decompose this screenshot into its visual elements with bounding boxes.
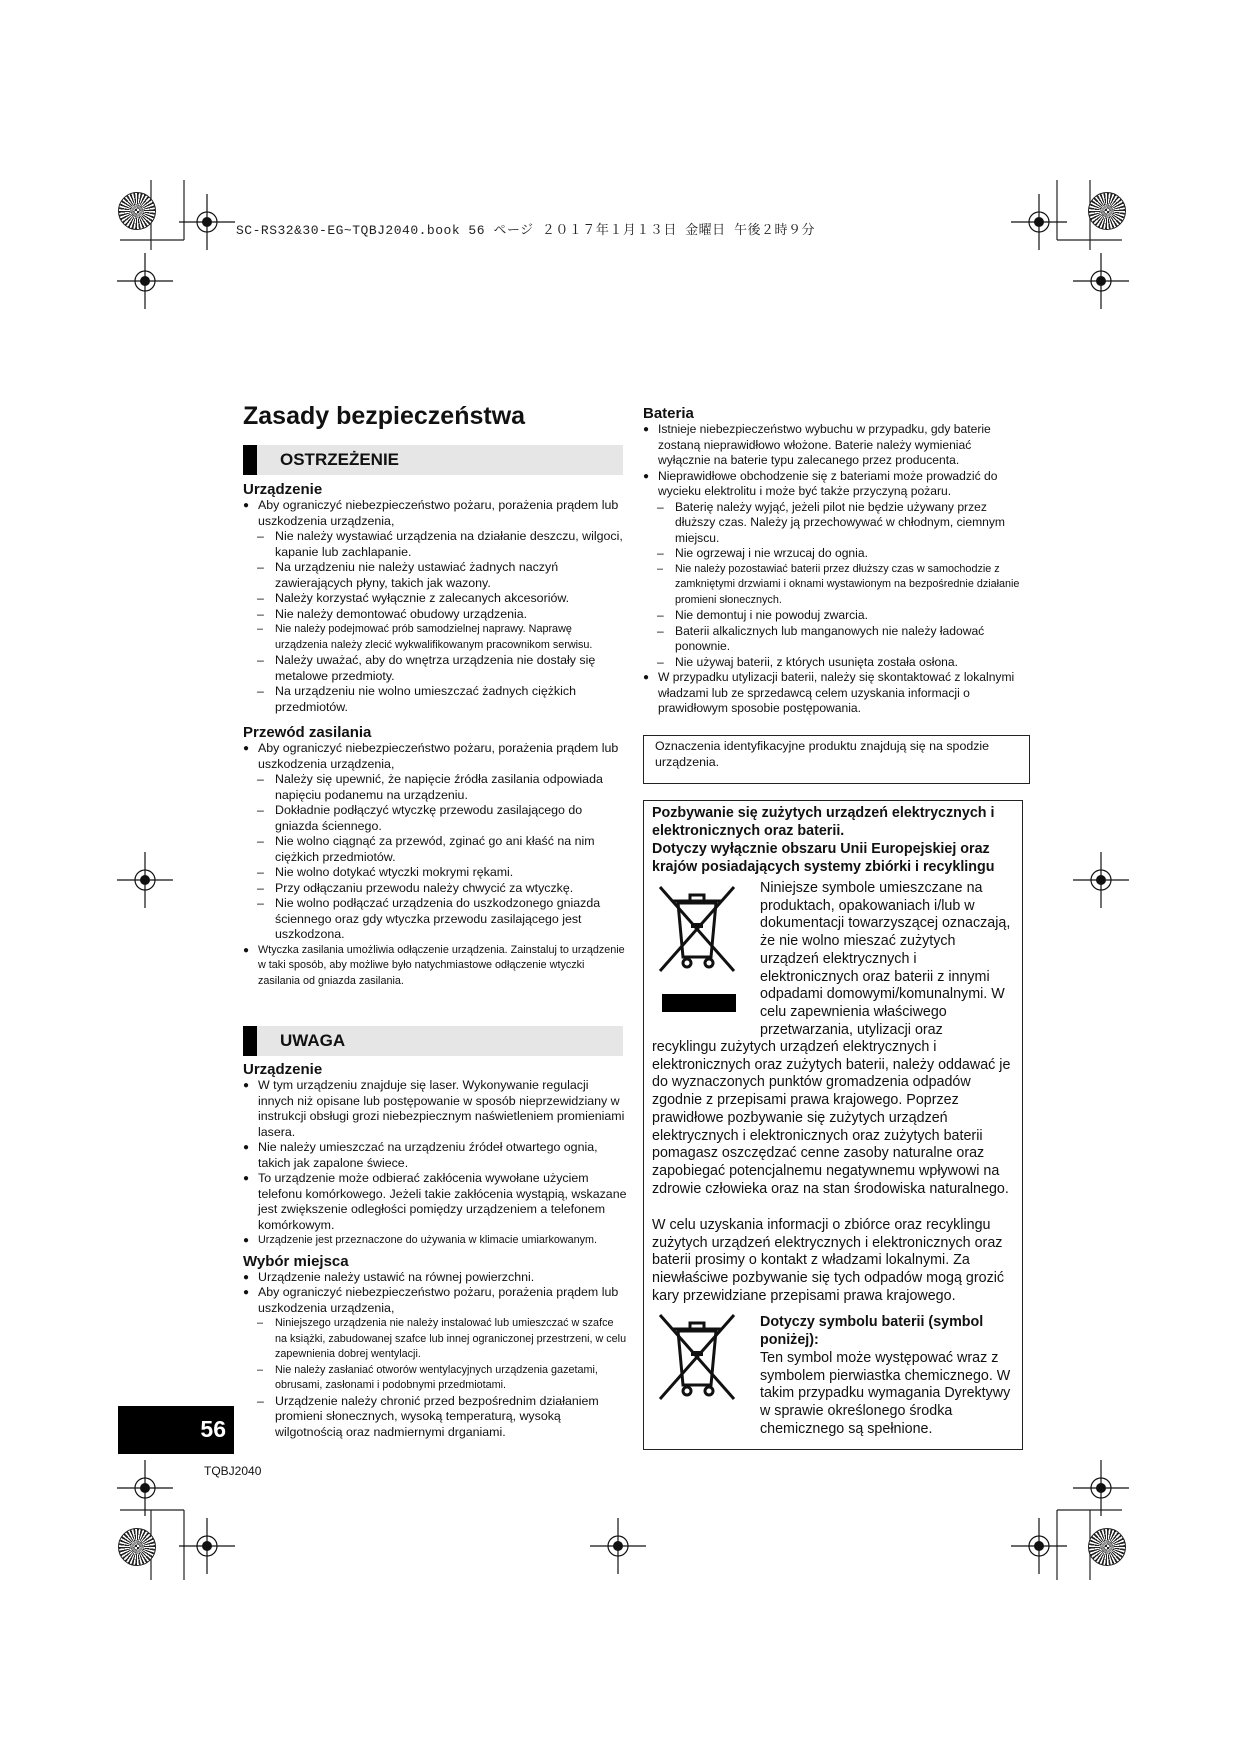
list-item: ● To urządzenie może odbierać zakłócenia wywołane użyciem telefonu komórkowego. Jeżeli takie zakłócenia wystąpią, wskazane jest zwiększenie odległości pomiędzy urządzeniem a telefonem komórkowym. [243, 1171, 627, 1233]
list-item: ● Urządzenie należy ustawić na równej powierzchni. [243, 1270, 627, 1286]
list-item: ● W tym urządzeniu znajduje się laser. Wykonywanie regulacji innych niż opisane lub postępowanie w sposób nieprzewidziany w instrukcji obsługi grozi niebezpiecznym naświetleniem promieniami lasera. [243, 1078, 627, 1140]
crosshair-icon [117, 1460, 173, 1516]
list-item: – Nie używaj baterii, z których usunięta została osłona. [643, 655, 1025, 671]
disposal-side-text: Niniejsze symbole umieszczane na produktach, opakowaniach i/lub w dokumentacji towarzyszącej oznaczają, że nie wolno mieszać zużytych urządzeń elektrycznych i elektronicznych oraz baterii z innymi odpadami domowymi/komunalnymi. W celu zapewnienia właściwego przetwarzania, utylizacji oraz [760, 880, 1011, 1038]
disposal-box [643, 800, 1023, 1450]
caution-bar [243, 1026, 623, 1056]
document-code: TQBJ2040 [204, 1464, 262, 1478]
section-marker [243, 1026, 257, 1056]
warning-heading: OSTRZEŻENIE [280, 450, 400, 469]
battery-list [643, 422, 1025, 717]
list-item: – Nie wolno podłączać urządzenia do uszkodzonego gniazda ściennego oraz gdy wtyczka przewodu zasilającego jest uszkodzona. [243, 896, 627, 943]
separation-bar [662, 994, 736, 1012]
placement-heading: Wybór miejsca [243, 1252, 349, 1270]
warning-bar [243, 445, 623, 475]
id-note-box [643, 735, 1030, 784]
crosshair-icon [117, 852, 173, 908]
list-item: – Baterii alkalicznych lub manganowych nie należy ładować ponownie. [643, 624, 1025, 655]
list-item: ● Istnieje niebezpieczeństwo wybuchu w przypadku, gdy baterie zostaną nieprawidłowo włożone. Baterie należy wymieniać wyłącznie na baterie typu zalecanego przez producenta. [643, 422, 1025, 469]
battery-section [643, 405, 1025, 717]
list-item: – Należy uważać, aby do wnętrza urządzenia nie dostały się metalowe przedmioty. [243, 653, 627, 684]
device-heading: Urządzenie [243, 1061, 323, 1078]
list-item: ● W przypadku utylizacji baterii, należy się skontaktować z lokalnymi władzami lub ze sprzedawcą celem uzyskania informacji o prawidłowym sposobie postępowania. [643, 670, 1025, 717]
list-item: – Dokładnie podłączyć wtyczkę przewodu zasilającego do gniazda ściennego. [243, 803, 627, 834]
list-item: – Nie należy podejmować prób samodzielnej naprawy. Naprawę urządzenia należy zlecić wykwalifikowanym pracownikom serwisu. [243, 622, 627, 653]
crosshair-icon [1011, 194, 1067, 250]
list-item: – Na urządzeniu nie wolno umieszczać żadnych ciężkich przedmiotów. [243, 684, 627, 715]
list-item: ● Aby ograniczyć niebezpieczeństwo pożaru, porażenia prądem lub uszkodzenia urządzenia, – Niniejszego urządzenia nie należy instalować lub umieszczać w szafce na książki, zabudowanej szafce lub innej ograniczonej przestrzeni, w celu zapewnienia dobrej wentylacji. – Nie należy zasłaniać otworów wentylacyjnych urządzenia gazetami, obrusami, zasłonami i podobnymi przedmiotami. – Urządzenie należy chronić przed bezpośrednim działaniem promieni słonecznych, wysoką temperaturą, wysoką wilgotnością oraz nadmiernymi drganiami. [243, 1285, 627, 1440]
list-item: – Nie demontuj i nie powoduj zwarcia. [643, 608, 1025, 624]
crossed-bin-icon [654, 1309, 740, 1405]
list-item: ● Nie należy umieszczać na urządzeniu źródeł otwartego ognia, takich jak zapalone świece. [243, 1140, 627, 1171]
battery-symbol-text: Ten symbol może występować wraz z symbolem pierwiastka chemicznego. W takim przypadku wymagania Dyrektywy w sprawie określonego środka chemicznego są spełnione. [760, 1350, 1011, 1437]
list-item: – Przy odłączaniu przewodu należy chwycić za wtyczkę. [243, 881, 627, 897]
list-item: – Nie należy demontować obudowy urządzenia. [243, 607, 627, 623]
list-item: ● Wtyczka zasilania umożliwia odłączenie urządzenia. Zainstaluj to urządzenie w taki sposób, aby możliwe było natychmiastowe odłączenie wtyczki zasilania od gniazda zasilania. [243, 943, 627, 990]
crosshair-icon [1011, 1518, 1067, 1574]
list-item: ● Nieprawidłowe obchodzenie się z bateriami może prowadzić do wycieku elektrolitu i może być także przyczyną pożaru. – Baterię należy wyjąć, jeżeli pilot nie będzie używany przez dłuższy czas. Należy ją przechowywać w chłodnym, ciemnym miejscu. – Nie ogrzewaj i nie wrzucaj do ognia. – Nie należy pozostawiać baterii przez dłuższy czas w samochodzie z zamkniętymi drzwiami i oknami wystawionym na bezpośrednie działanie promieni słonecznych. – Nie demontuj i nie powoduj zwarcia. – Baterii alkalicznych lub manganowych nie należy ładować ponownie. – Nie używaj baterii, z których usunięta została osłona. [643, 469, 1025, 671]
battery-heading: Bateria [643, 405, 694, 422]
list-item: ● Aby ograniczyć niebezpieczeństwo pożaru, porażenia prądem lub uszkodzenia urządzenia, – Należy się upewnić, że napięcie źródła zasilania odpowiada napięciu podanemu na urządzeniu. – Dokładnie podłączyć wtyczkę przewodu zasilającego do gniazda ściennego. – Nie wolno ciągnąć za przewód, zginać go ani kłaść na nim ciężkich przedmiotów. – Nie wolno dotykać wtyczki mokrymi rękami. – Przy odłączaniu przewodu należy chwycić za wtyczkę. – Nie wolno podłączać urządzenia do uszkodzonego gniazda ściennego oraz gdy wtyczka przewodu zasilającego jest uszkodzona. [243, 741, 627, 943]
crosshair-icon [1073, 852, 1129, 908]
disposal-heading-2: Dotyczy wyłącznie obszaru Unii Europejskiej oraz krajów posiadających systemy zbiórki i recyklingu [652, 841, 995, 875]
list-item: ● Aby ograniczyć niebezpieczeństwo pożaru, porażenia prądem lub uszkodzenia urządzenia, – Nie należy wystawiać urządzenia na działanie deszczu, wilgoci, kapanie lub zachlapanie. – Na urządzeniu nie należy ustawiać żadnych naczyń zawierających płyny, takich jak wazony. – Należy korzystać wyłącznie z zalecanych akcesoriów. – Nie należy demontować obudowy urządzenia. – Nie należy podejmować prób samodzielnej naprawy. Naprawę urządzenia należy zlecić wykwalifikowanym pracownikom serwisu. – Należy uważać, aby do wnętrza urządzenia nie dostały się metalowe przedmioty. – Na urządzeniu nie wolno umieszczać żadnych ciężkich przedmiotów. [243, 498, 627, 715]
page-number: 56 [200, 1416, 226, 1442]
list-item: – Baterię należy wyjąć, jeżeli pilot nie będzie używany przez dłuższy czas. Należy ją przechowywać w chłodnym, ciemnym miejscu. [643, 500, 1025, 547]
caution-section [243, 1061, 627, 1440]
registration-wheel-icon [1088, 1528, 1126, 1566]
list-item: ● Urządzenie jest przeznaczone do używania w klimacie umiarkowanym. [243, 1233, 627, 1249]
list-item: – Należy korzystać wyłącznie z zalecanych akcesoriów. [243, 591, 627, 607]
device-heading: Urządzenie [243, 481, 323, 498]
list-item: – Nie należy zasłaniać otworów wentylacyjnych urządzenia gazetami, obrusami, zasłonami i podobnymi przedmiotami. [243, 1363, 627, 1394]
disposal-body-2: W celu uzyskania informacji o zbiórce oraz recyklingu zużytych urządzeń elektrycznych i elektronicznych oraz baterii prosimy o kontakt z władzami lokalnymi. Za niewłaściwe pozbywanie się tych odpadów mogą grozić kary przewidziane przepisami prawa krajowego. [652, 1217, 1005, 1304]
crosshair-icon [179, 194, 235, 250]
list-item: – Należy się upewnić, że napięcie źródła zasilania odpowiada napięciu podanemu na urządzeniu. [243, 772, 627, 803]
crosshair-icon [1073, 253, 1129, 309]
battery-symbol-heading: Dotyczy symbolu baterii (symbol poniżej): [760, 1314, 984, 1348]
registration-wheel-icon [118, 1528, 156, 1566]
cord-list [243, 741, 627, 989]
caution-heading: UWAGA [280, 1031, 346, 1050]
list-item: – Nie należy wystawiać urządzenia na działanie deszczu, wilgoci, kapanie lub zachlapanie. [243, 529, 627, 560]
list-item: – Nie wolno dotykać wtyczki mokrymi rękami. [243, 865, 627, 881]
page-number-box [118, 1406, 234, 1454]
device-list [243, 498, 627, 715]
section-marker [243, 445, 257, 475]
list-item: – Niniejszego urządzenia nie należy instalować lub umieszczać w szafce na książki, zabudowanej szafce lub innej ograniczonej przestrzeni, w celu zapewnienia dobrej wentylacji. [243, 1316, 627, 1363]
placement-list [243, 1270, 627, 1441]
cord-heading: Przewód zasilania [243, 724, 372, 741]
id-note: Oznaczenia identyfikacyjne produktu znajdują się na spodzie urządzenia. [655, 739, 990, 769]
caution-device-list [243, 1078, 627, 1249]
crosshair-icon [1073, 1460, 1129, 1516]
list-item: – Nie należy pozostawiać baterii przez dłuższy czas w samochodzie z zamkniętymi drzwiami i oknami wystawionym na bezpośrednie działanie promieni słonecznych. [643, 562, 1025, 609]
list-item: – Urządzenie należy chronić przed bezpośrednim działaniem promieni słonecznych, wysoką temperaturą, wysoką wilgotnością oraz nadmiernymi drganiami. [243, 1394, 627, 1441]
registration-wheel-icon [1088, 192, 1126, 230]
warning-section [243, 481, 627, 989]
list-item: – Na urządzeniu nie należy ustawiać żadnych naczyń zawierających płyny, takich jak wazony. [243, 560, 627, 591]
list-item: – Nie ogrzewaj i nie wrzucaj do ognia. [643, 546, 1025, 562]
page-title: Zasady bezpieczeństwa [243, 402, 526, 430]
crossed-bin-icon [654, 881, 740, 977]
print-info-line: SC-RS32&30-EG~TQBJ2040.book 56 ページ ２０１７年１月１３日 金曜日 午後２時９分 [236, 223, 815, 238]
registration-wheel-icon [118, 192, 156, 230]
list-item: – Nie wolno ciągnąć za przewód, zginać go ani kłaść na nim ciężkich przedmiotów. [243, 834, 627, 865]
crosshair-icon [117, 253, 173, 309]
disposal-heading-1: Pozbywanie się zużytych urządzeń elektrycznych i elektronicznych oraz baterii. [652, 805, 995, 839]
disposal-body: recyklingu zużytych urządzeń elektrycznych i elektronicznych oraz zużytych baterii, należy oddawać je do wyznaczonych punktów gromadzenia odpadów zgodnie z przepisami prawa krajowego. Poprzez prawidłowe pozbywanie się zużytych urządzeń elektrycznych i elektronicznych oraz zużytych baterii pomagasz oszczędzać cenne zasoby naturalne oraz zapobiegać potencjalnemu negatywnemu wpływowi na zdrowie człowieka oraz na stan środowiska naturalnego. [652, 1039, 1011, 1197]
crosshair-icon [590, 1518, 646, 1574]
crosshair-icon [179, 1518, 235, 1574]
